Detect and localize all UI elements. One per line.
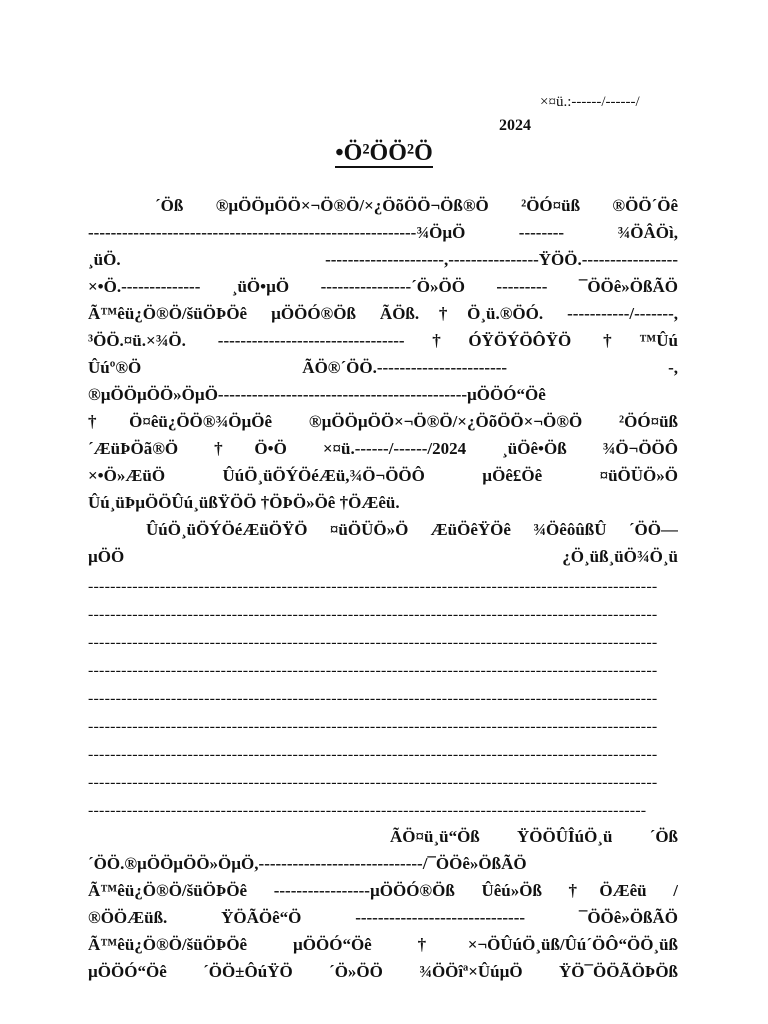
para2-line: µÖÖ ¿Ö¸üß¸üÖ¾Ö¸ü: [88, 547, 678, 566]
para1-line: ´ÆüÞÖã®Ö †Ö•Ö ×¤ü.------/------/2024 ¸üÖê•Öß ¾Ö¬ÖÖÔ: [88, 439, 678, 458]
para3-line: ´ÖÖ.®µÖÖµÖÖ»ÖµÖ,-----------------------------/¯ÖÖê»ÖßÃÖ: [88, 854, 527, 873]
para1-line: Ûúº®Ö ÃÖ®´ÖÖ.----------------------- -,: [88, 358, 678, 377]
para3-line: ®ÖÖÆüß. ŸÖÃÖê“Ö ------------------------------ ¯ÖÖê»ÖßÃÖ: [88, 908, 678, 927]
blank-line: -------------------------------------------------------------------------------------------------------: [88, 606, 658, 623]
para1-line: ×•Ö.-------------- ¸üÖ•µÖ ----------------´Ö»ÖÖ --------- ¯ÖÖê»ÖßÃÖ: [88, 277, 678, 296]
blank-line: -------------------------------------------------------------------------------------------------------: [88, 662, 658, 679]
para3-line: Ã™êü¿Ö®Ö/šüÖÞÖê µÖÖÓ“Öê †×¬ÖÛúÖ¸üß/Ûú´ÖÔ“ÖÖ¸üß: [88, 935, 678, 954]
blank-line: -------------------------------------------------------------------------------------------------------: [88, 634, 658, 651]
page-title: [0, 140, 768, 167]
para1-line: ®µÖÖµÖÖ»ÖµÖ--------------------------------------------µÖÖÓ“Öê: [88, 385, 546, 404]
title-text: •Ö²ÖÖ²Ö: [335, 140, 433, 166]
blank-line: -------------------------------------------------------------------------------------------------------: [88, 774, 658, 791]
document-year: 2024: [499, 117, 531, 134]
para1-line: †Ö¤êü¿ÖÖ®¾ÖµÖê ®µÖÖµÖÖ×¬Ö®Ö/×¿ÖõÖÖ×¬Ö®Ö ²ÖÓ¤üß: [88, 412, 678, 431]
para1-line: Ã™êü¿Ö®Ö/šüÖÞÖê µÖÖÓ®Öß ÃÖß.†Ö¸ü.®ÖÓ. -----------/-------,: [88, 304, 678, 323]
para1-line: ¸üÖ. ---------------------,----------------ŸÖÖ.-----------------: [88, 250, 678, 269]
blank-line: -------------------------------------------------------------------------------------------------------: [88, 690, 658, 707]
reference-number: ×¤ü.:------/------/: [540, 94, 640, 110]
blank-line: -----------------------------------------------------------------------------------------------------: [88, 802, 647, 819]
para3-line: µÖÖÓ“Öê ´ÖÖ±ÔúŸÖ ´Ö»ÖÖ ¾ÖÖîª×ÛúµÖ ŸÖ¯ÖÖÃÖÞÖß: [88, 962, 678, 981]
para1-line: ----------------------------------------------------------¾ÖµÖ -------- ¾ÖÂÖì,: [88, 223, 678, 242]
blank-line: -------------------------------------------------------------------------------------------------------: [88, 718, 658, 735]
para1-line: Ûú¸üÞµÖÖÛú¸üßŸÖÖ †ÖÞÖ»Öê †ÖÆêü.: [88, 493, 400, 512]
para2-line: ÛúÖ¸üÖÝÖéÆüÖŸÖ ¤üÖÜÖ»Ö ÆüÖêŸÖê ¾ÖêôûßÛ ´ÖÖ—: [146, 520, 678, 539]
para3-line: ÃÖ¤ü¸ü“Öß ŸÖÖÛÎúÖ¸ü ´Öß: [390, 827, 678, 846]
para1-line: ³ÖÖ.¤ü.×¾Ö. ---------------------------------†ÓŸÖÝÖÔŸÖ †™Ûú: [88, 331, 678, 350]
para1-line: ´Öß ®µÖÖµÖÖ×¬Ö®Ö/×¿ÖõÖÖ¬Öß®Ö ²ÖÓ¤üß ®ÖÖ´Öê: [155, 196, 678, 215]
blank-line: -------------------------------------------------------------------------------------------------------: [88, 746, 658, 763]
para3-line: Ã™êü¿Ö®Ö/šüÖÞÖê -----------------µÖÖÓ®Öß Ûêú»Öß †ÖÆêü /: [88, 881, 678, 900]
blank-line: -------------------------------------------------------------------------------------------------------: [88, 578, 658, 595]
para1-line: ×•Ö»ÆüÖ ÛúÖ¸üÖÝÖéÆü,¾Ö¬ÖÖÔ µÖê£Öê ¤üÖÜÖ»Ö: [88, 466, 678, 485]
